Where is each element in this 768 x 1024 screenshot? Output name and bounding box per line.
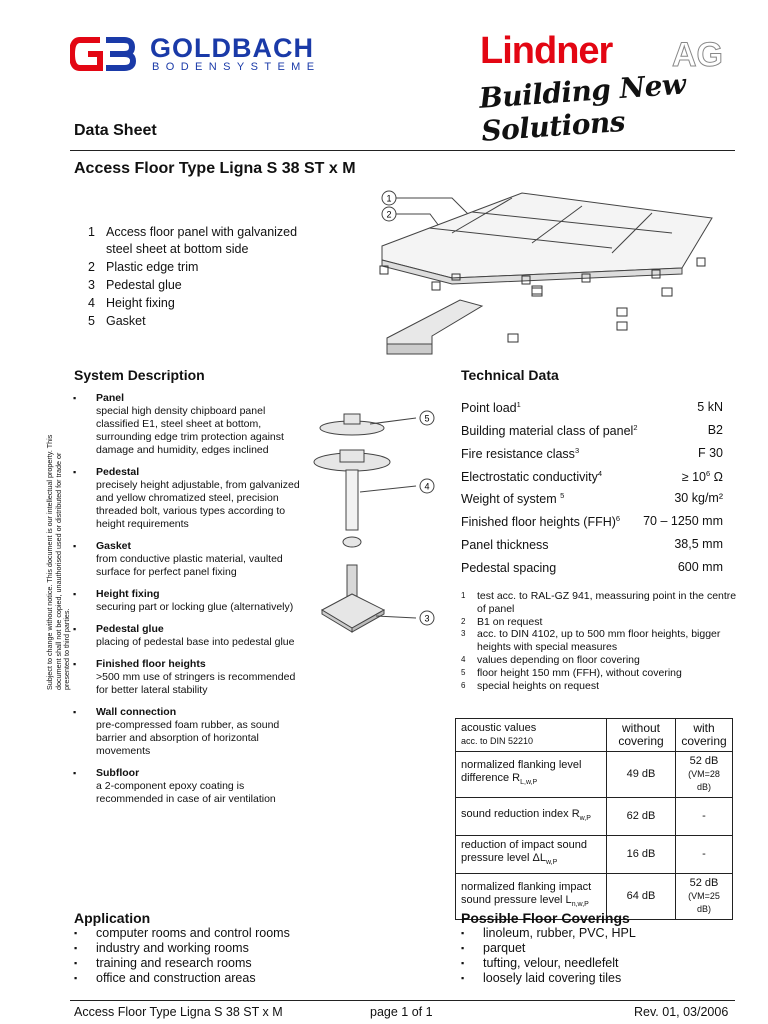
goldbach-subtitle: BODENSYSTEME bbox=[152, 61, 321, 73]
footnotes: 1 test acc. to RAL-GZ 941, meassuring point in the centre of panel 2 B1 on request 3 acc. to DIN 4102, up to 500 mm floor heights, bigger heights with special measures 4 values depending on floor covering 5 floor height 150 mm (FFH), without covering 6 special heights on request bbox=[461, 590, 737, 692]
footer-divider bbox=[70, 1000, 735, 1001]
list-item: ▪ Finished floor heights >500 mm use of stringers is recommended for better lateral stability bbox=[73, 658, 296, 696]
list-item: ▪ loosely laid covering tiles bbox=[461, 971, 622, 985]
list-item: ▪ tufting, velour, needlefelt bbox=[461, 956, 619, 970]
acoustic-table bbox=[455, 718, 733, 920]
footer-title: Access Floor Type Ligna S 38 ST x M bbox=[74, 1005, 283, 1019]
list-item: ▪ linoleum, rubber, PVC, HPL bbox=[461, 926, 636, 940]
floor-coverings-heading: Possible Floor Coverings bbox=[461, 910, 630, 926]
legend-item: 1 Access floor panel with galvanized steel sheet at bottom side bbox=[88, 225, 298, 256]
pedestal-illustration bbox=[310, 400, 445, 640]
divider bbox=[70, 150, 735, 151]
table-row: acoustic values acc. to DIN 52210 without covering with covering bbox=[456, 719, 733, 752]
system-description-heading: System Description bbox=[74, 367, 205, 383]
application-heading: Application bbox=[74, 910, 151, 926]
legend-item: 3 Pedestal glue bbox=[88, 278, 182, 292]
floor-illustration bbox=[372, 188, 732, 360]
list-item: ▪ training and research rooms bbox=[74, 956, 252, 970]
legend-item: 4 Height fixing bbox=[88, 296, 175, 310]
tech-row: Building material class of panel$^2$ B2 bbox=[461, 423, 723, 439]
legend-item: 2 Plastic edge trim bbox=[88, 260, 199, 274]
goldbach-logo-mark bbox=[70, 36, 136, 72]
goldbach-name: GOLDBACH bbox=[150, 33, 314, 63]
list-item: ▪ Pedestal precisely height adjustable, from galvanized and yellow chromatized steel, precision threaded bolt, various types according to height requirements bbox=[73, 466, 300, 530]
system-description-list bbox=[73, 392, 303, 815]
footer-page: page 1 of 1 bbox=[370, 1005, 433, 1019]
table-row: sound reduction index $R_{w,P}$ 62 dB - bbox=[456, 798, 733, 836]
table-row: reduction of impact sound pressure level $\Delta L_{w,P}$ 16 dB - bbox=[456, 836, 733, 874]
doc-type: Data Sheet bbox=[74, 122, 157, 139]
application-section bbox=[74, 910, 290, 986]
table-row: normalized flanking level difference $R_{L,w,P}$ 49 dB 52 dB (VM=28 dB) bbox=[456, 752, 733, 798]
lindner-name: Lindner bbox=[480, 30, 613, 72]
technical-data-heading: Technical Data bbox=[461, 367, 559, 383]
tech-row: Panel thickness 38,5 mm bbox=[461, 537, 723, 553]
table-row: normalized flanking impact sound pressure level $L_{n,w,P}$ 64 dB 52 dB (VM=25 dB) bbox=[456, 874, 733, 920]
callout-4-label: 4 bbox=[424, 481, 430, 492]
list-item: ▪ Gasket from conductive plastic material, vaulted surface for perfect panel fixing bbox=[73, 540, 283, 578]
component-legend bbox=[88, 224, 308, 331]
legend-item: 5 Gasket bbox=[88, 314, 146, 328]
tech-row: Electrostatic conductivity$^4$ ≥ $10^6$ Ω bbox=[461, 469, 723, 485]
tech-row: Pedestal spacing 600 mm bbox=[461, 560, 723, 576]
list-item: ▪ Wall connection pre-compressed foam rubber, as sound barrier and absorption of horizontal movements bbox=[73, 706, 280, 757]
footer-revision: Rev. 01, 03/2006 bbox=[634, 1005, 729, 1019]
callout-3-label: 3 bbox=[424, 613, 430, 624]
tech-row: Weight of system $^5$ 30 kg/m² bbox=[461, 491, 723, 507]
tech-row: Finished floor heights (FFH)$^6$ 70 – 1250 mm bbox=[461, 514, 723, 530]
callout-5-label: 5 bbox=[424, 413, 430, 424]
callout-1-label: 1 bbox=[386, 193, 392, 204]
tech-row: Fire resistance class$^3$ F 30 bbox=[461, 446, 723, 462]
page-title: Access Floor Type Ligna S 38 ST x M bbox=[74, 160, 356, 177]
list-item: ▪ Height fixing securing part or locking glue (alternatively) bbox=[73, 588, 294, 613]
list-item: ▪ Pedestal glue placing of pedestal base into pedestal glue bbox=[73, 623, 295, 648]
list-item: ▪ parquet bbox=[461, 941, 526, 955]
list-item: ▪ office and construction areas bbox=[74, 971, 256, 985]
floor-coverings-section bbox=[461, 910, 636, 986]
side-note: Subject to change without notice. This document is our intellectual property. This document shall not be copied, unauthorised used or distributed for trade or presented to third parties. bbox=[45, 434, 72, 690]
list-item: ▪ Subfloor a 2-component epoxy coating is recommended in case of air ventilation bbox=[73, 767, 276, 805]
list-item: ▪ Panel special high density chipboard panel classified E1, steel sheet at bottom, surrounding edge trim protection against damage and humidity, edges inclined bbox=[73, 392, 284, 456]
callout-2-label: 2 bbox=[386, 209, 392, 220]
lindner-ag: AG bbox=[672, 36, 723, 74]
list-item: ▪ industry and working rooms bbox=[74, 941, 249, 955]
lindner-tagline: Building New Solutions bbox=[478, 67, 687, 148]
tech-row: Point load$^1$ 5 kN bbox=[461, 400, 723, 416]
list-item: ▪ computer rooms and control rooms bbox=[74, 926, 290, 940]
